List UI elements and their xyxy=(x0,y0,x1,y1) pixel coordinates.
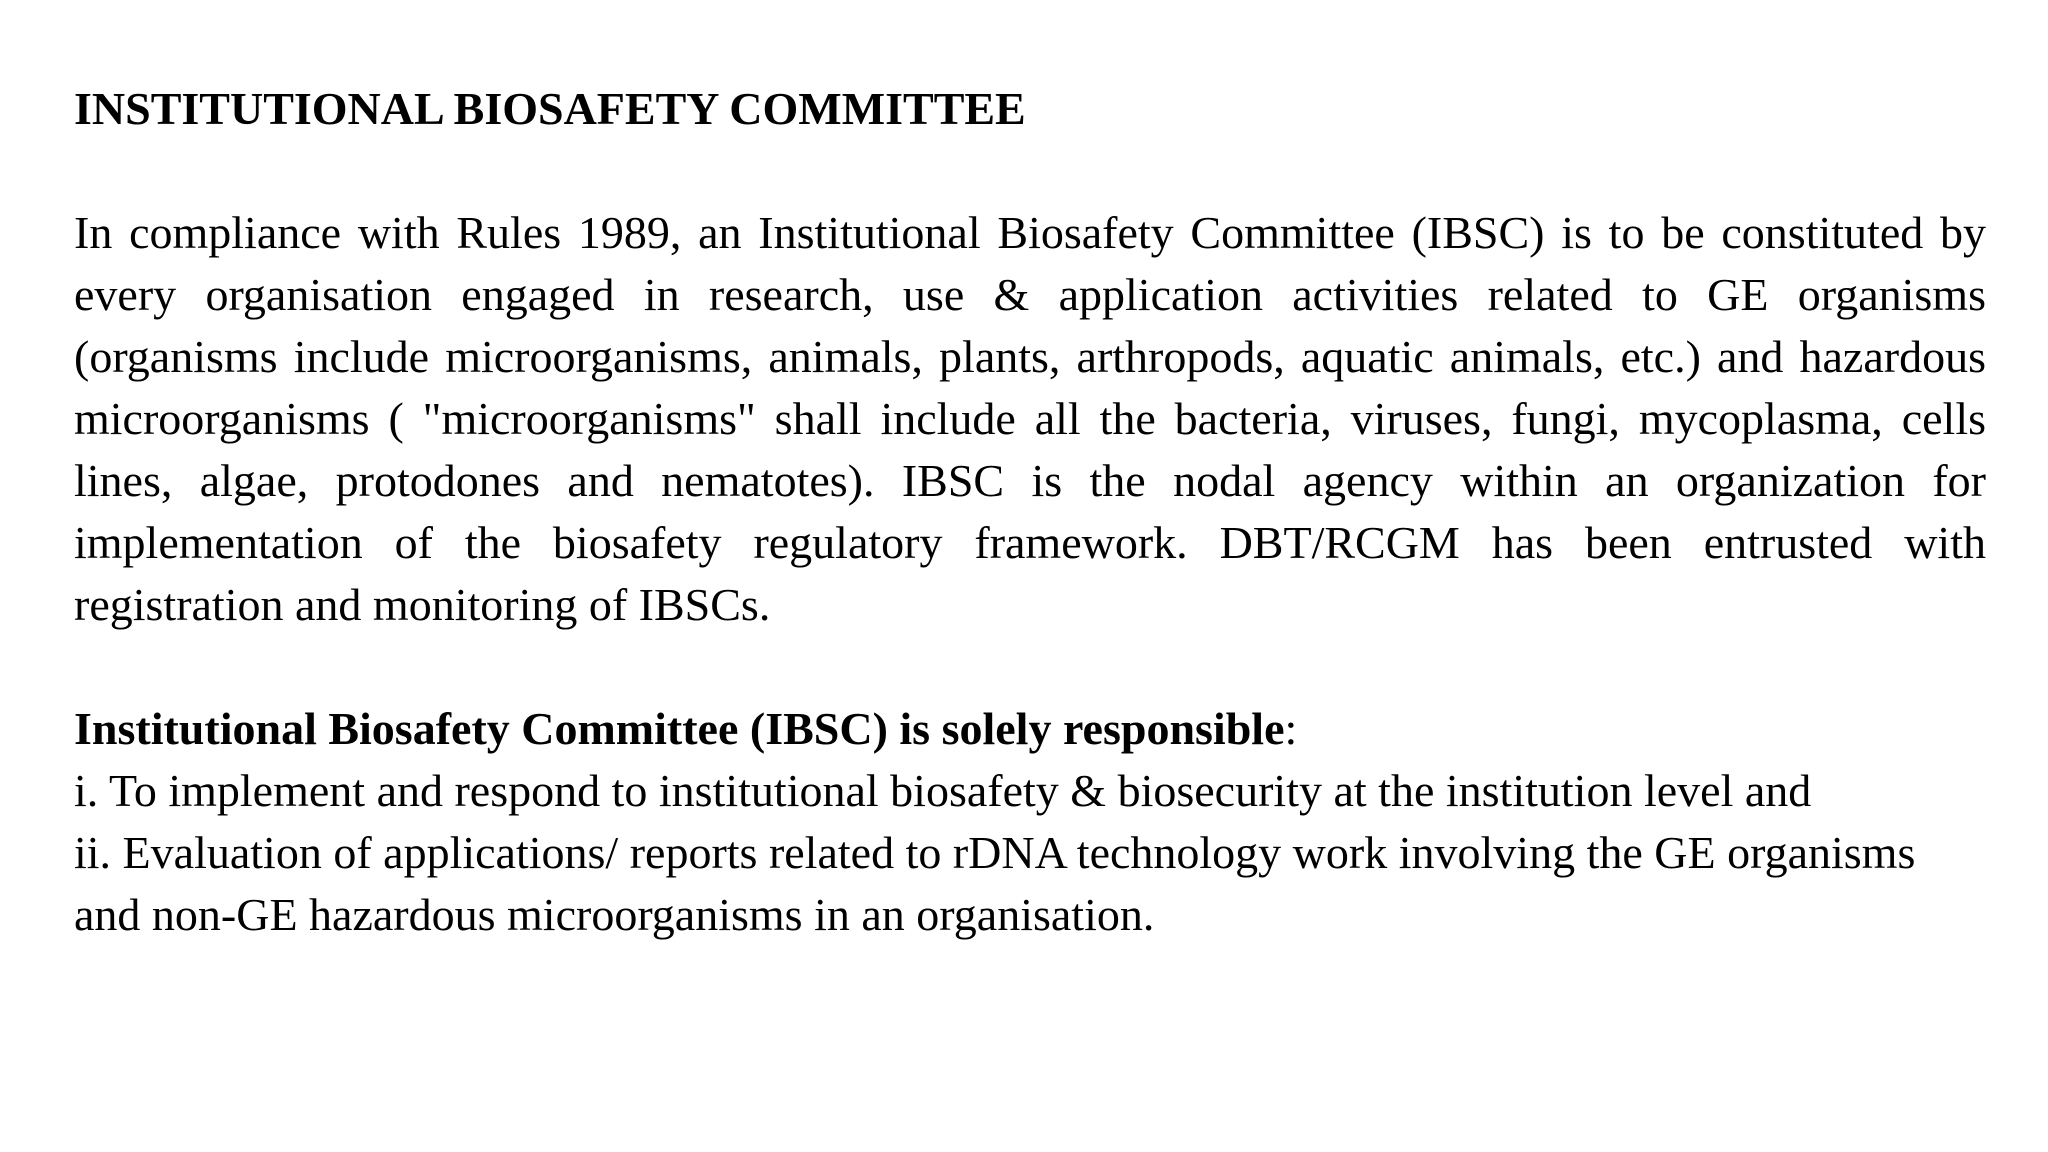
responsibilities-section xyxy=(74,698,1986,946)
list-item: i. To implement and respond to institutional biosafety & biosecurity at the institution level and xyxy=(74,765,1812,816)
responsibilities-list xyxy=(74,760,1986,946)
responsibilities-heading xyxy=(74,698,1986,760)
responsibilities-heading-suffix: : xyxy=(1284,703,1298,754)
document-page xyxy=(74,78,1986,946)
intro-paragraph: In compliance with Rules 1989, an Institutional Biosafety Committee (IBSC) is to be constituted by every organisation engaged in research, use & application activities related to GE organisms (organisms include microorganisms, animals, plants, arthropods, aquatic animals, etc.) and hazardous microorganisms ( "microorganisms" shall include all the bacteria, viruses, fungi, mycoplasma, cells lines, algae, protodones and nematotes). IBSC is the nodal agency within an organization for implementation of the biosafety regulatory framework. DBT/RCGM has been entrusted with registration and monitoring of IBSCs. xyxy=(74,207,1986,630)
responsibilities-heading-text: Institutional Biosafety Committee (IBSC) is solely responsible xyxy=(74,703,1285,754)
document-title: INSTITUTIONAL BIOSAFETY COMMITTEE xyxy=(74,83,1026,134)
list-item: ii. Evaluation of applications/ reports related to rDNA technology work involving the GE organisms and non-GE hazardous microorganisms in an organisation. xyxy=(74,827,1916,940)
